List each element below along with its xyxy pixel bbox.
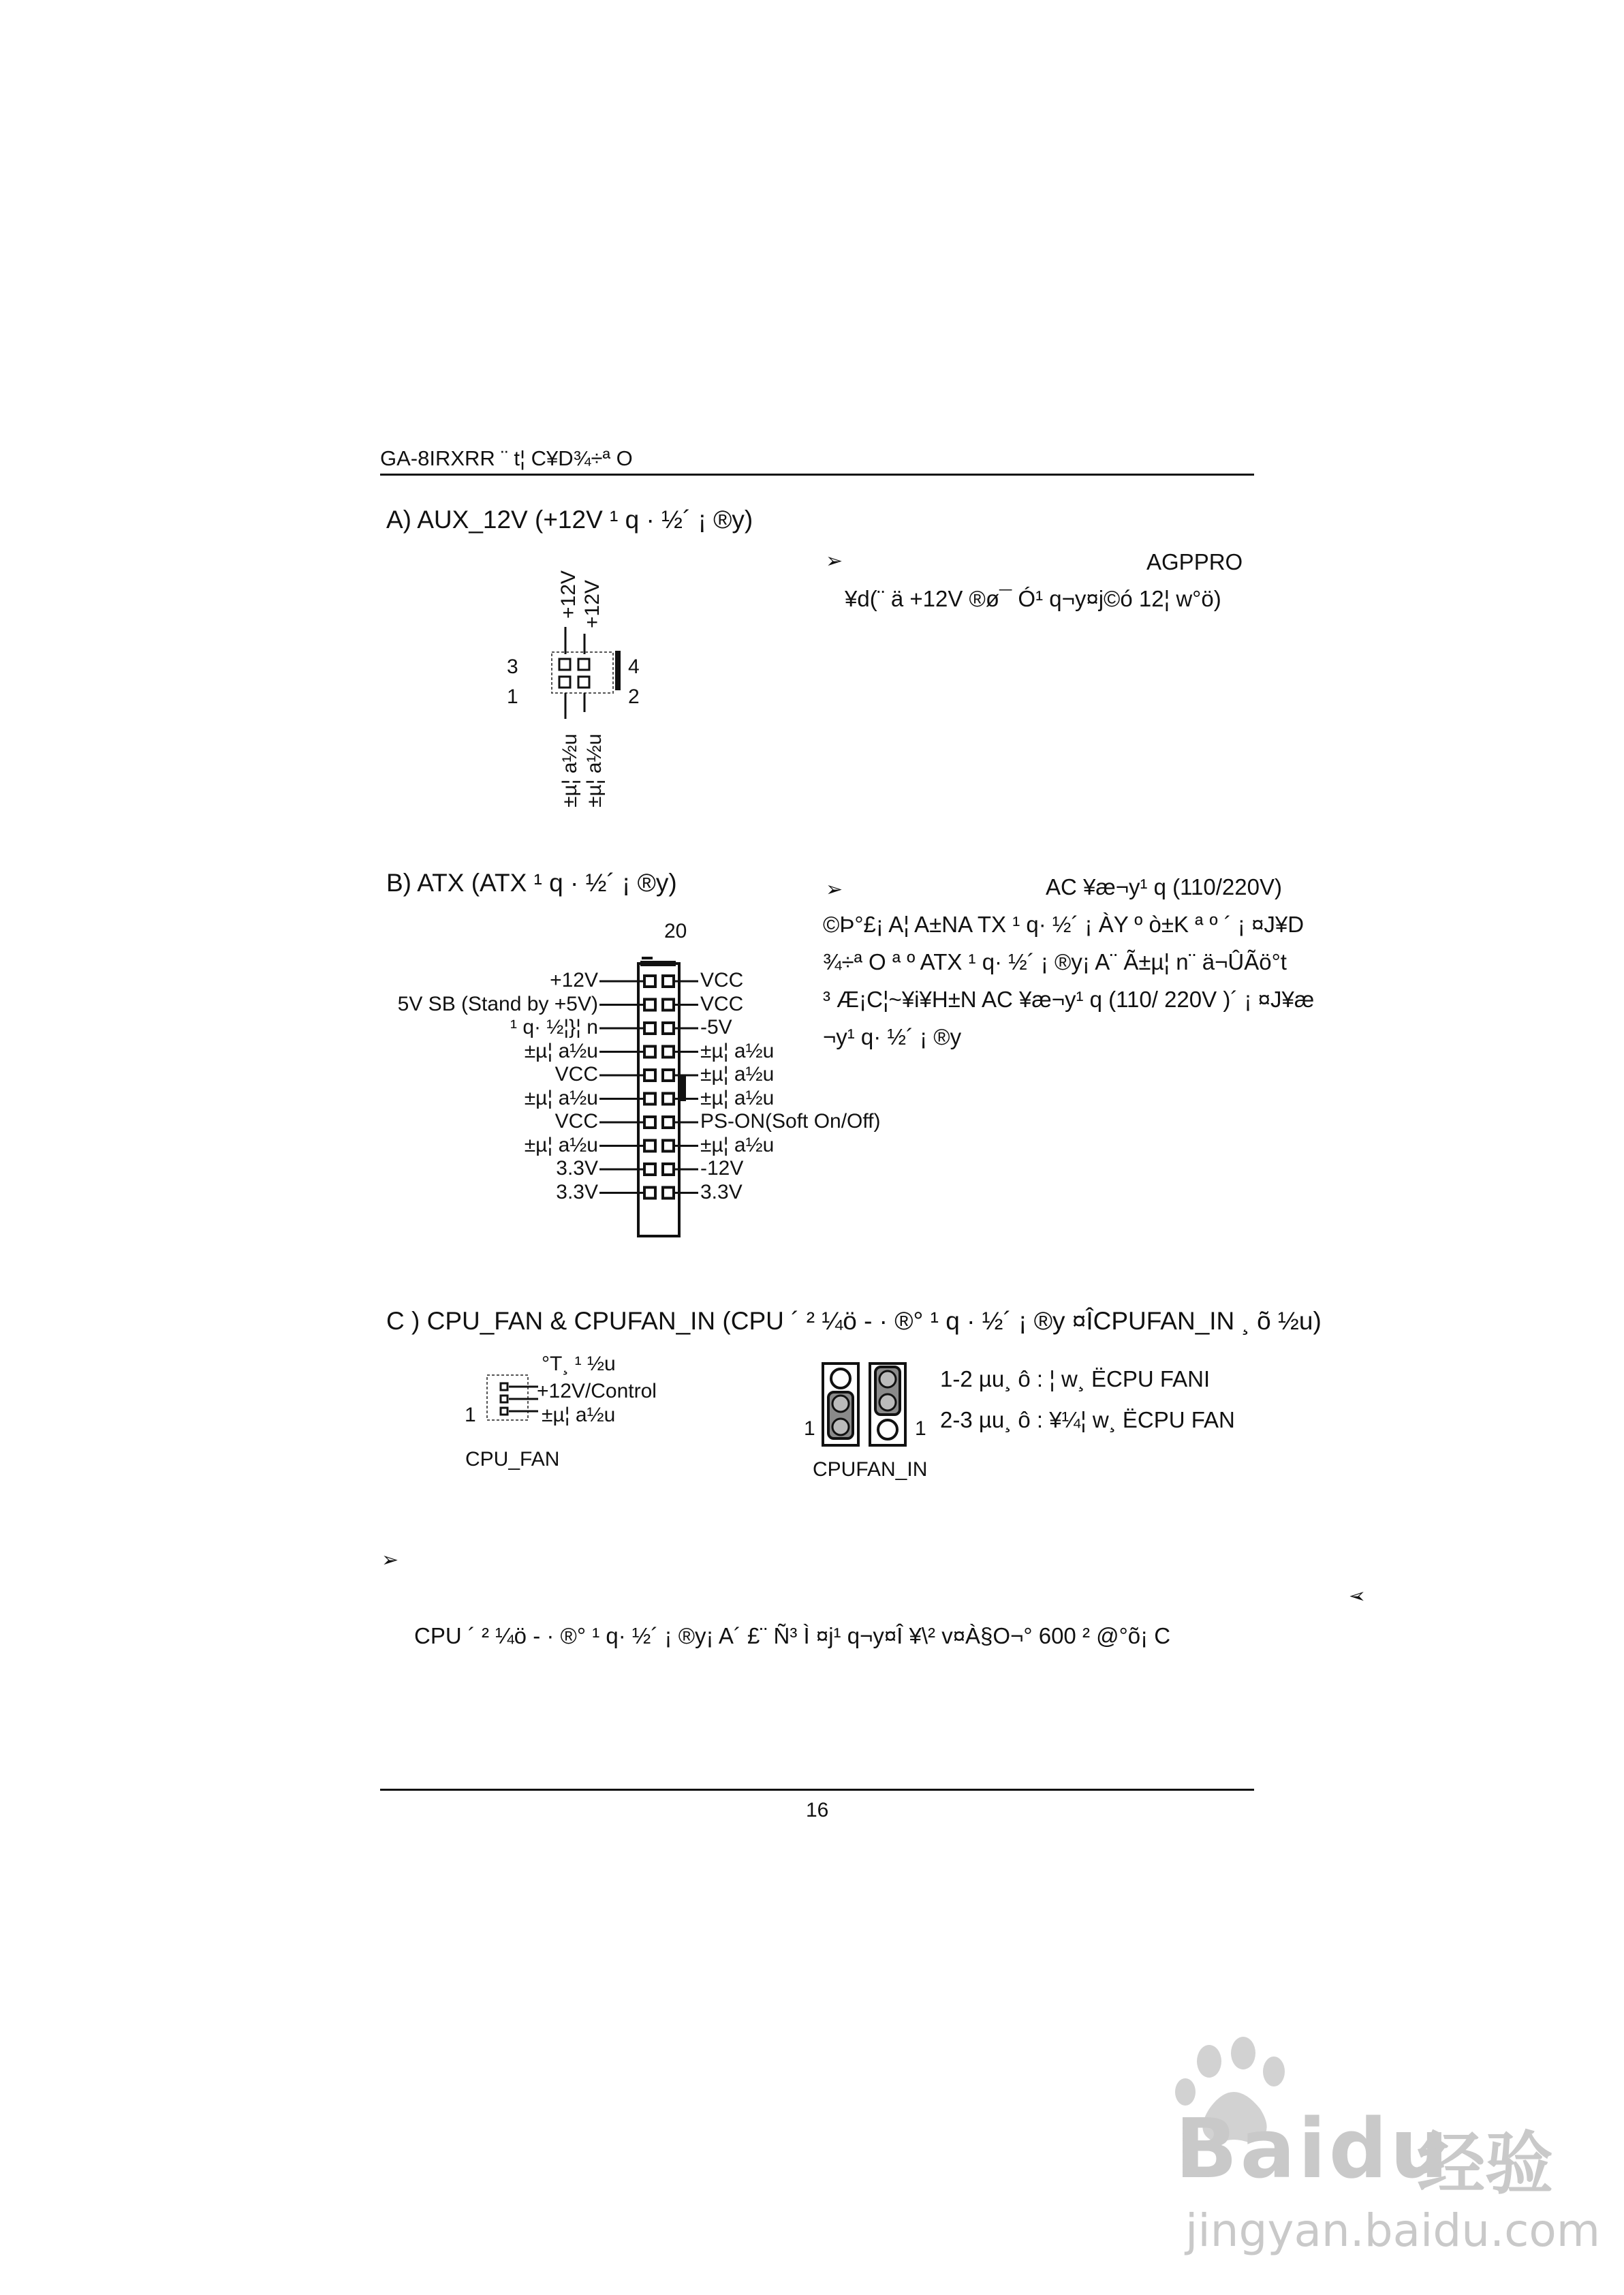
atx-right-pin xyxy=(663,1070,674,1081)
cpu-fan-pin-label-signal: °T¸ ¹ ½u xyxy=(542,1353,616,1375)
bottom-note-text: CPU ´ ² ¼ö - · ®° ¹ q· ½´ ¡ ®y¡ A´ £¨ Ñ³ Ì ¤j¹ q¬y¤Î ¥\² v¤À§O¬° 600 ² @°õ¡ C xyxy=(414,1623,1171,1648)
aux-pin-number-3: 3 xyxy=(507,656,518,678)
section-b-note-line-2: ©Þ°£¡ A¦ A±NA TX ¹ q· ½´ ¡ ÀY º ò±K ª º ´ ¡ ¤J¥D xyxy=(823,912,1305,937)
watermark-brand: Baidu xyxy=(1175,2102,1451,2197)
cpufan-in-right-pin-1: 1 xyxy=(915,1417,926,1440)
atx-left-pin-label: ±µ¦ a½u xyxy=(524,1086,598,1109)
atx-left-pin-column xyxy=(644,976,655,1199)
atx-right-pin xyxy=(663,1023,674,1034)
cpufan-in-left-pin-1: 1 xyxy=(804,1417,815,1440)
atx-right-pin xyxy=(663,1164,674,1175)
atx-left-pin xyxy=(644,1023,655,1034)
atx-left-pin xyxy=(644,1188,655,1199)
cpu-fan-pin-label-12v: +12V/Control xyxy=(537,1380,657,1402)
section-a-note-line-1: AGPPRO xyxy=(1146,549,1243,574)
cpu-fan-caption: CPU_FAN xyxy=(465,1448,560,1470)
page-header-title: GA-8IRXRR ¨ t¦ C¥D¾÷ª O xyxy=(380,446,633,470)
atx-left-pin-label: 3.3V xyxy=(556,1180,598,1203)
atx-right-pin xyxy=(663,1047,674,1058)
cpufan-in-option-1-2: 1-2 µu¸ ô : ¦ w¸ ËCPU FANI xyxy=(940,1366,1211,1391)
aux-pin-top-label-2: +12V xyxy=(581,580,604,628)
section-a-note-arrow-icon: ➢ xyxy=(826,549,843,573)
aux12v-connector-graphic xyxy=(538,617,640,726)
atx-left-pin-label: ±µ¦ a½u xyxy=(524,1133,598,1156)
section-a-note-line-2: ¥d(¨ ä +12V ®ø¯ Ó¹ q¬y¤j©ó 12¦ w°ö) xyxy=(845,586,1221,611)
atx-right-pin-label: ±µ¦ a½u xyxy=(700,1133,775,1156)
aux-pin-bottom-label-1: ±µ¦ a½u xyxy=(559,733,581,807)
atx-right-pin xyxy=(663,1188,674,1199)
atx-right-pin-label: ±µ¦ a½u xyxy=(700,1086,775,1109)
atx-left-pin xyxy=(644,1070,655,1081)
atx-left-pin xyxy=(644,1094,655,1105)
atx-right-pin-label: VCC xyxy=(700,992,744,1015)
aux-pin-top-label-1: +12V xyxy=(557,570,580,619)
aux-pin-number-4: 4 xyxy=(628,656,640,678)
watermark-url: jingyan.baidu.com xyxy=(1185,2204,1601,2257)
atx-left-pin xyxy=(644,1000,655,1011)
atx-right-pin-label: ±µ¦ a½u xyxy=(700,1063,775,1085)
watermark-brand-cn: 经验 xyxy=(1417,2124,1553,2204)
section-b-note-line-5: ¬y¹ q· ½´ ¡ ®y xyxy=(823,1024,962,1049)
section-b-heading: B) ATX (ATX ¹ q · ½´ ¡ ®y) xyxy=(386,869,677,897)
atx-right-pin-label: PS-ON(Soft On/Off) xyxy=(700,1110,881,1133)
atx-left-pin xyxy=(644,1164,655,1175)
section-b-note-line-1: AC ¥æ¬y¹ q (110/220V) xyxy=(1046,874,1282,899)
page-number: 16 xyxy=(806,1799,829,1821)
atx-right-pin xyxy=(663,976,674,987)
atx-right-pin xyxy=(663,1000,674,1011)
atx-left-pin-label: VCC xyxy=(555,1110,598,1133)
atx-left-pin-label: VCC xyxy=(555,1063,598,1085)
footer-rule xyxy=(380,1789,1254,1791)
cpu-fan-pin-1-label: 1 xyxy=(465,1404,476,1426)
cpu-fan-pin-label-ground: ±µ¦ a½u xyxy=(542,1404,616,1426)
atx-right-pin-label: 3.3V xyxy=(700,1180,743,1203)
atx-connector-graphic xyxy=(586,954,688,1240)
atx-left-pin xyxy=(644,1141,655,1152)
atx-right-pin-label: VCC xyxy=(700,969,744,991)
bottom-note-arrow-right-icon: ➢ xyxy=(1349,1584,1367,1608)
cpufan-in-caption: CPUFAN_IN xyxy=(813,1458,928,1481)
atx-left-pin-label: 3.3V xyxy=(556,1157,598,1180)
aux-pin-number-1: 1 xyxy=(507,686,518,708)
atx-left-pin xyxy=(644,1117,655,1128)
bottom-note-arrow-left-icon: ➢ xyxy=(381,1548,399,1572)
atx-right-pin xyxy=(663,1094,674,1105)
section-b-note-arrow-icon: ➢ xyxy=(826,878,843,902)
atx-right-pin-label: -12V xyxy=(700,1157,744,1180)
section-c-heading: C ) CPU_FAN & CPUFAN_IN (CPU ´ ² ¼ö - · ®° ¹ q · ½´ ¡ ®y ¤ÎCPUFAN_IN ¸ õ ½u) xyxy=(386,1307,1322,1335)
atx-left-pin-label: ¹ q· ½¦}¦ n xyxy=(510,1016,598,1038)
cpu-fan-connector-graphic xyxy=(480,1370,542,1424)
aux-pin-number-2: 2 xyxy=(628,686,640,708)
section-a-heading: A) AUX_12V (+12V ¹ q · ½´ ¡ ®y) xyxy=(386,506,753,534)
atx-left-pin xyxy=(644,1047,655,1058)
section-b-note-line-3: ¾÷ª O ª º ATX ¹ q· ½´ ¡ ®y¡ A¨ Ã±µ¦ n¨ ä¬ÛÃö°t xyxy=(823,949,1287,974)
cpufan-in-option-2-3: 2-3 µu¸ ô : ¥¼¦ w¸ ËCPU FAN xyxy=(940,1407,1235,1432)
section-b-note-line-4: ³ Æ¡C¦~¥i¥H±N AC ¥æ¬y¹ q (110/ 220V )´ ¡ ¤J¥æ xyxy=(823,987,1315,1012)
aux-pin-bottom-label-2: ±µ¦ a½u xyxy=(583,733,606,807)
atx-pin-20-label: 20 xyxy=(664,920,687,942)
atx-left-pin-label: ±µ¦ a½u xyxy=(524,1039,598,1062)
atx-left-pin-label: 5V SB (Stand by +5V) xyxy=(397,992,598,1015)
atx-right-pin-column xyxy=(663,976,674,1199)
cpufan-in-jumper-graphic xyxy=(821,1361,909,1450)
atx-left-pin-label: +12V xyxy=(550,969,598,991)
atx-left-pin xyxy=(644,976,655,987)
atx-right-pin xyxy=(663,1141,674,1152)
header-rule xyxy=(380,474,1254,476)
atx-right-pin-label: -5V xyxy=(700,1016,732,1038)
atx-right-pin xyxy=(663,1117,674,1128)
atx-right-pin-label: ±µ¦ a½u xyxy=(700,1039,775,1062)
